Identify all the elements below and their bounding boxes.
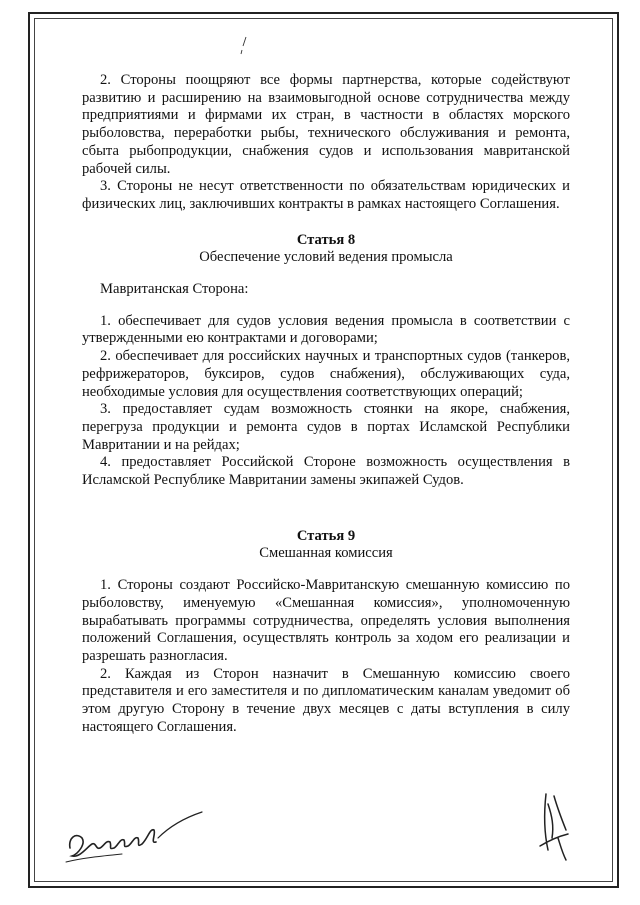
article9-paragraph-2: 2. Каждая из Сторон назначит в Смешанную комиссию своего представителя и его заместителя и по дипломатическим каналам уведомит об этом другую Сторону в течение двух месяцев с даты вступления в силу настоящего Соглашения.	[82, 665, 570, 735]
pen-mark	[238, 36, 250, 56]
article7-paragraph-2: 2. Стороны поощряют все формы партнерства, которые содействуют развитию и расширению на взаимовыгодной основе сотрудничества между предприятиями и фирмами их стран, в частности в областях морского рыболовства, переработки рыбы, технического обслуживания и ремонта, сбыта рыбопродукции, снабжения судов и использования мавританской рабочей силы.	[82, 72, 570, 177]
article8-intro: Мавританская Сторона:	[100, 281, 249, 298]
article8-item-3: 3. предоставляет судам возможность стоянки на якоре, снабжения, перегруза продукции и ремонта судов в портах Исламской Республики Мавритании и на рейдах;	[82, 401, 570, 453]
document-body	[82, 72, 570, 737]
signature-right	[532, 786, 576, 866]
article8-item-1: 1. обеспечивает для судов условия ведения промысла в соответствии с утвержденными ею контрактами и договорами;	[82, 312, 570, 347]
article7-paragraph-3: 3. Стороны не несут ответственности по обязательствам юридических и физических лиц, заключивших контракты в рамках настоящего Соглашения.	[82, 178, 570, 212]
article8-subheading: Обеспечение условий ведения промысла	[199, 249, 453, 266]
article8-item-4: 4. предоставляет Российской Стороне возможность осуществления в Исламской Республике Мавритании замены экипажей Судов.	[82, 454, 570, 489]
article8-item-2: 2. обеспечивает для российских научных и транспортных судов (танкеров, рефрижераторов, буксиров, судов снабжения), обслуживающих суда, необходимые условия для осуществления соответствующих операций;	[82, 348, 570, 400]
signature-left	[62, 808, 212, 870]
article9-subheading: Смешанная комиссия	[259, 545, 393, 562]
article9-heading: Статья 9	[296, 527, 356, 544]
article9-paragraph-1: 1. Стороны создают Российско-Мавританскую смешанную комиссию по рыболовству, именуемую «Смешанная комиссия», уполномоченную вырабатывать программы сотрудничества, определять условия выполнения положений Соглашения, осуществлять контроль за ходом его реализации и разрешать разногласия.	[82, 577, 570, 664]
article8-heading: Статья 8	[296, 231, 356, 248]
